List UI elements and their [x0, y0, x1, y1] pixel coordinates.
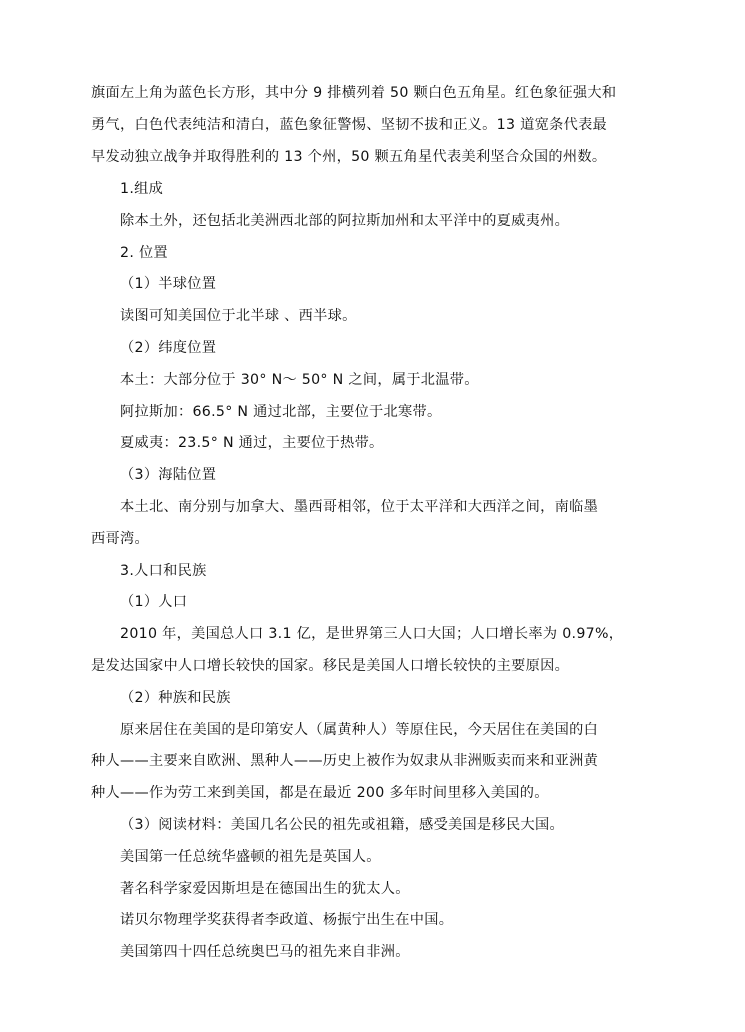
sea-land-line-1: 本土北、南分别与加拿大、墨西哥相邻，位于太平洋和大西洋之间，南临墨: [120, 499, 599, 515]
reading-einstein: 著名科学家爱因斯坦是在德国出生的犹太人。: [120, 881, 410, 897]
latitude-mainland: 本土：大部分位于 30° N～ 50° N 之间，属于北温带。: [120, 372, 479, 388]
subheading-latitude: （2）纬度位置: [120, 340, 217, 356]
paragraph-flag-line-2: 勇气，白色代表纯洁和清白，蓝色象征警惕、坚韧不拔和正义。13 道宽条代表最: [91, 117, 608, 133]
population-line-2: 是发达国家中人口增长较快的国家。移民是美国人口增长较快的主要原因。: [91, 658, 570, 674]
ethnicity-line-3: 种人——作为劳工来到美国，都是在最近 200 多年时间里移入美国的。: [91, 785, 549, 801]
subheading-ethnicity: （2）种族和民族: [120, 690, 231, 706]
subheading-sea-land: （3）海陆位置: [120, 467, 217, 483]
latitude-hawaii: 夏威夷：23.5° N 通过，主要位于热带。: [120, 435, 384, 451]
subheading-population: （1）人口: [120, 594, 188, 610]
sea-land-line-2: 西哥湾。: [91, 531, 149, 547]
paragraph-flag-line-1: 旗面左上角为蓝色长方形，其中分 9 排横列着 50 颗白色五角星。红色象征强大和: [91, 85, 617, 101]
heading-location: 2. 位置: [120, 245, 168, 261]
ethnicity-line-1: 原来居住在美国的是印第安人（属黄种人）等原住民，今天居住在美国的白: [120, 722, 599, 738]
latitude-alaska: 阿拉斯加：66.5° N 通过北部，主要位于北寒带。: [120, 404, 442, 420]
hemisphere-text: 读图可知美国位于北半球 、西半球。: [120, 308, 357, 324]
paragraph-flag-line-3: 早发动独立战争并取得胜利的 13 个州，50 颗五角星代表美利坚合众国的州数。: [91, 149, 607, 165]
population-line-1: 2010 年，美国总人口 3.1 亿，是世界第三人口大国；人口增长率为 0.97%，: [120, 626, 624, 642]
ethnicity-line-2: 种人——主要来自欧洲、黑种人——历史上被作为奴隶从非洲贩卖而来和亚洲黄: [91, 753, 599, 769]
reading-washington: 美国第一任总统华盛顿的祖先是英国人。: [120, 849, 381, 865]
heading-composition: 1.组成: [120, 181, 164, 197]
reading-obama: 美国第四十四任总统奥巴马的祖先来自非洲。: [120, 944, 410, 960]
subheading-reading: （3）阅读材料：美国几名公民的祖先或祖籍，感受美国是移民大国。: [120, 817, 564, 833]
subheading-hemisphere: （1）半球位置: [120, 276, 217, 292]
reading-nobel: 诺贝尔物理学奖获得者李政道、杨振宁出生在中国。: [120, 912, 454, 928]
composition-text: 除本土外，还包括北美洲西北部的阿拉斯加州和太平洋中的夏威夷州。: [120, 213, 570, 229]
heading-population: 3.人口和民族: [120, 563, 207, 579]
